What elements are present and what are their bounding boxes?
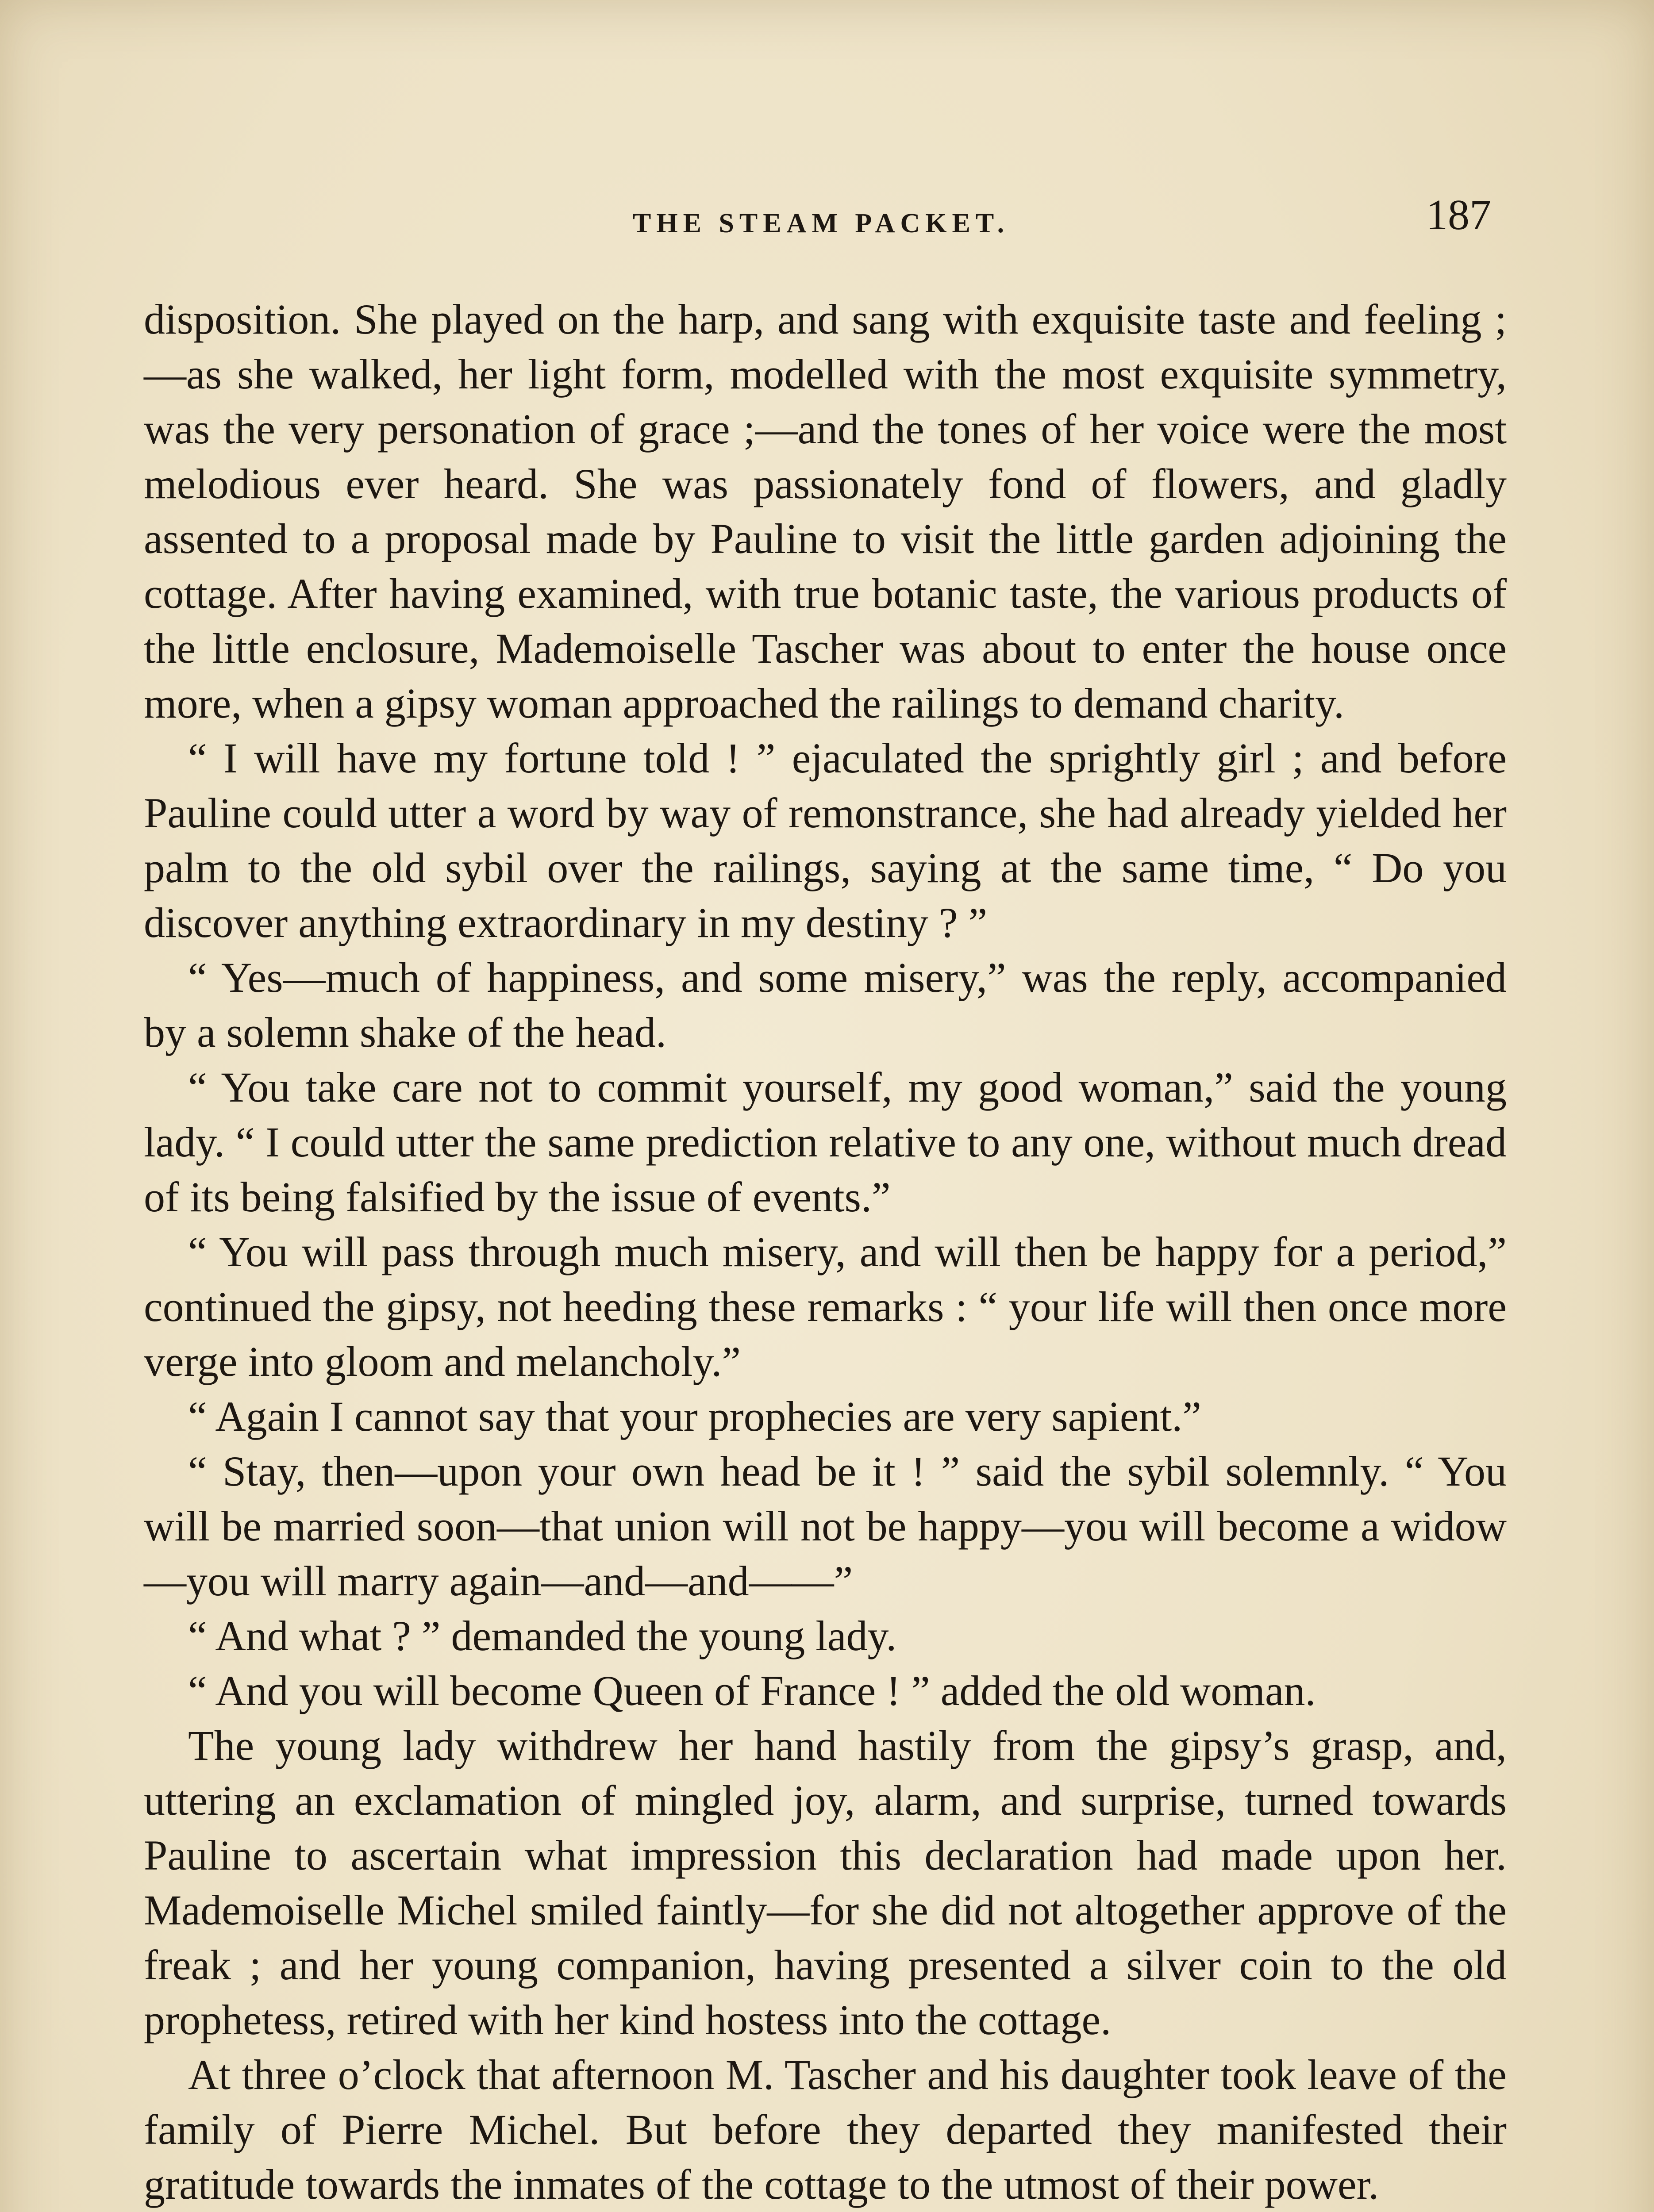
paragraph: The young lady withdrew her hand hastily from the gipsy’s grasp, and, uttering an exclamation of mingled joy, alarm, and surprise, turned towards Pauline to ascertain what impression this declaration had made upon her. Mademoiselle Michel smiled faintly—for she did not altogether approve of the freak ; and her young companion, having presented a silver coin to the old prophetess, retired with her kind hostess into the cottage. — [144, 1722, 1507, 2043]
running-head: THE STEAM PACKET. — [633, 208, 1010, 238]
paragraph: “ Stay, then—upon your own head be it ! ” said the sybil solemnly. “ You will be married soon—that union will not be happy—you will become a widow—you will marry again—and—and——” — [144, 1448, 1507, 1605]
paragraph: “ Yes—much of happiness, and some misery,” was the reply, accompanied by a solemn shake of the head. — [144, 954, 1507, 1056]
paragraph: “ And what ? ” demanded the young lady. — [188, 1612, 897, 1659]
paragraph: “ Again I cannot say that your prophecies are very sapient.” — [188, 1393, 1201, 1440]
paragraph: “ You will pass through much misery, and will then be happy for a period,” continued the gipsy, not heeding these remarks : “ your life will then once more verge into gloom and melancholy.” — [144, 1228, 1507, 1385]
paragraph: At three o’clock that afternoon M. Tascher and his daughter took leave of the family of Pierre Michel. But before they departed they manifested their gratitude towards the inmates of the cottage to the utmost of their power. — [144, 2051, 1507, 2208]
page-number: 187 — [1426, 191, 1491, 239]
paragraph: “ I will have my fortune told ! ” ejaculated the sprightly girl ; and before Pauline could utter a word by way of remonstrance, she had already yielded her palm to the old sybil over the railings, saying at the same time, “ Do you discover anything extraordinary in my destiny ? ” — [144, 734, 1507, 946]
page-header — [142, 190, 1491, 243]
paragraph: disposition. She played on the harp, and sang with exquisite taste and feeling ;—as she walked, her light form, modelled with the most exquisite symmetry, was the very personation of grace ;—and the tones of her voice were the most melodious ever heard. She was passionately fond of flowers, and gladly assented to a proposal made by Pauline to visit the little garden adjoining the cottage. After having examined, with true botanic taste, the various products of the little enclosure, Mademoiselle Tascher was about to enter the house once more, when a gipsy woman approached the railings to demand charity. — [144, 296, 1507, 727]
paragraph: “ You take care not to commit yourself, my good woman,” said the young lady. “ I could utter the same prediction relative to any one, without much dread of its being falsified by the issue of events.” — [144, 1064, 1507, 1221]
paragraph: “ And you will become Queen of France ! ” added the old woman. — [188, 1667, 1316, 1714]
body-text — [144, 292, 1507, 2212]
